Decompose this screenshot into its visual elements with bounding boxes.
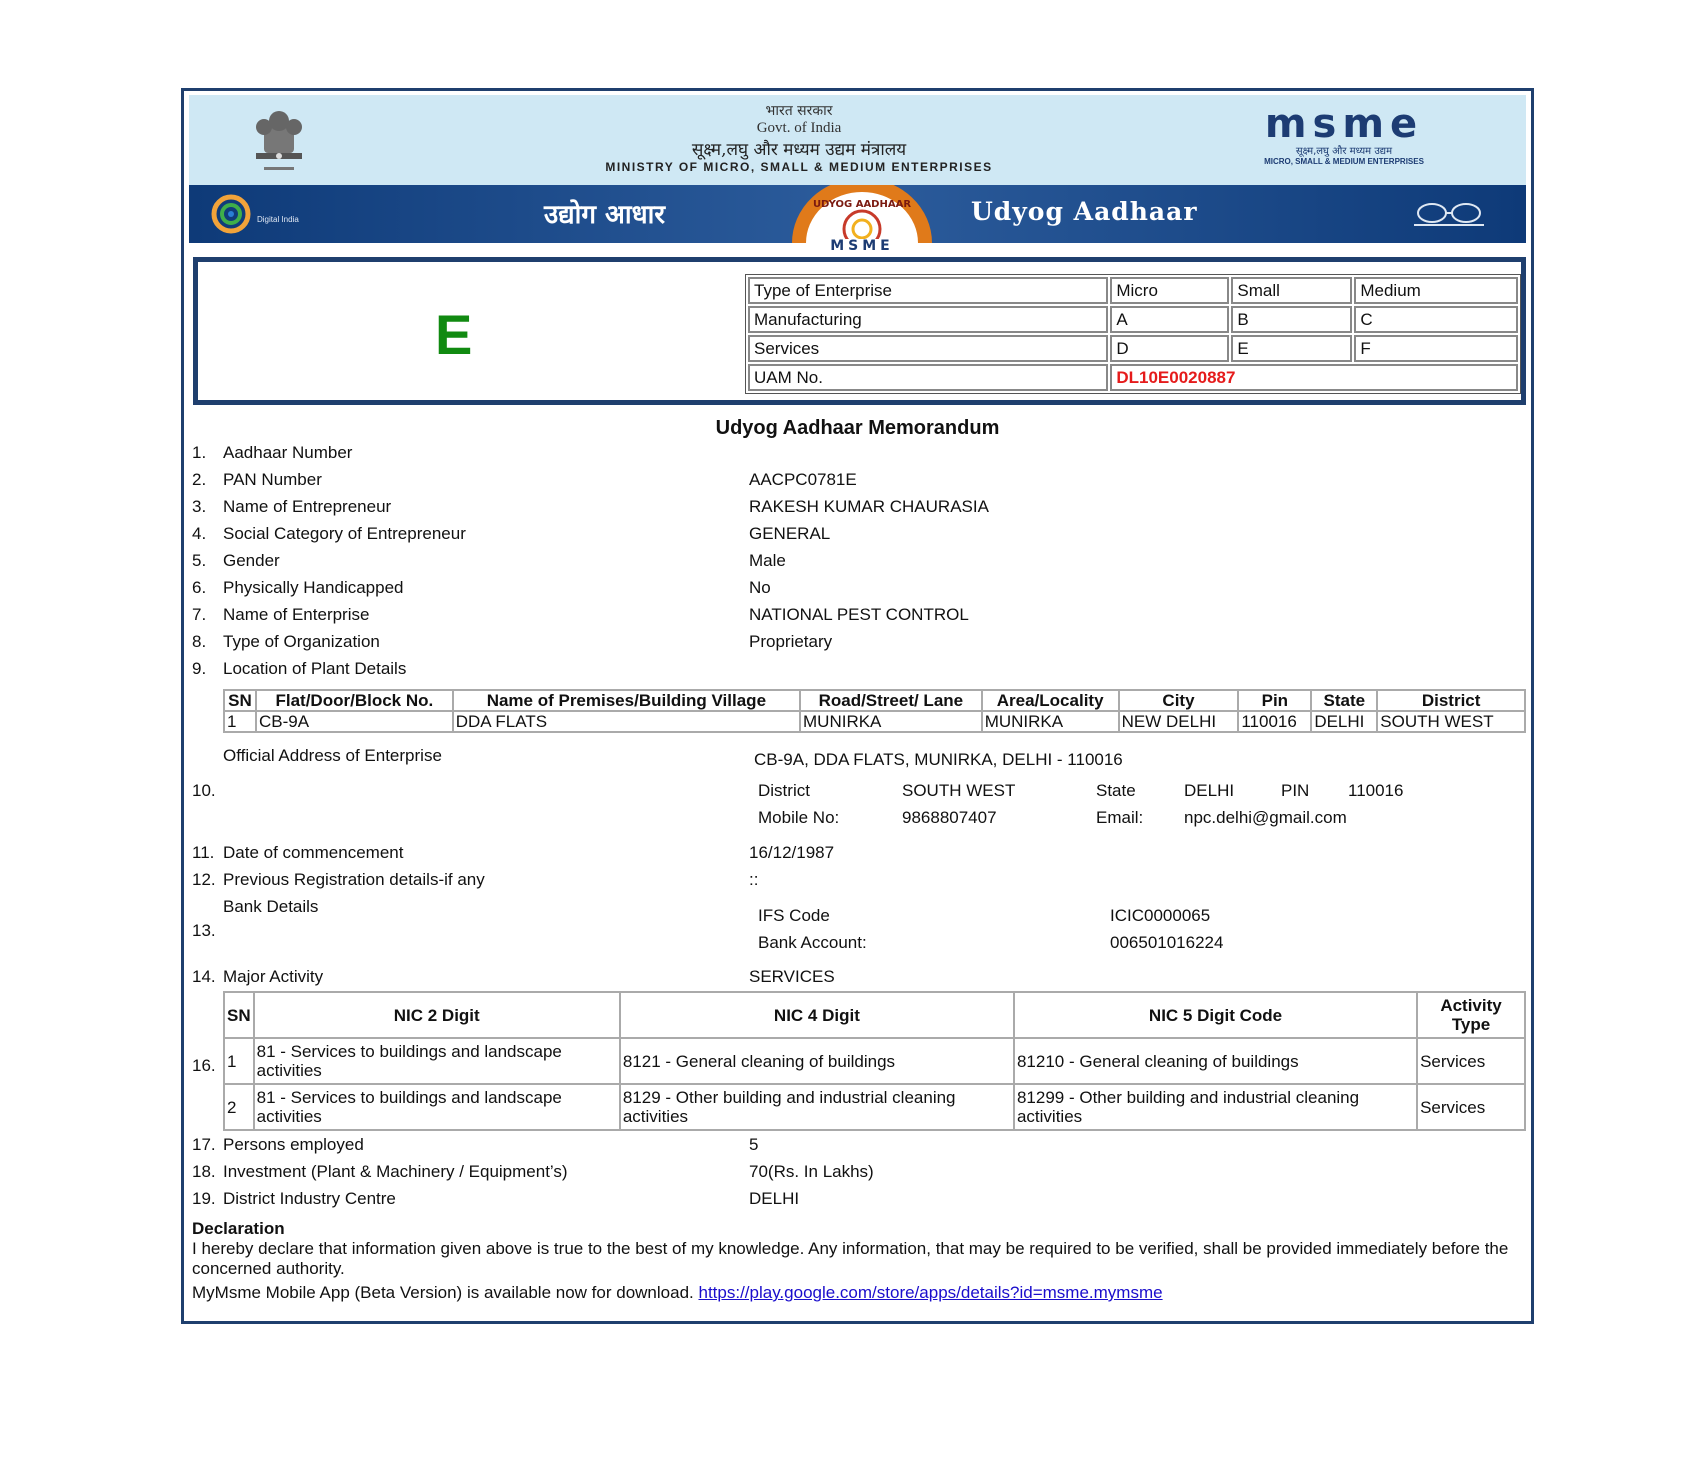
field-value: :: [749,870,759,889]
digital-india-logo-icon [209,193,349,235]
udyog-aadhaar-msme-badge-icon [787,185,937,251]
field-label: Persons employed [223,1135,364,1154]
column-header: City [1119,690,1239,711]
field-label: Name of Enterprise [223,605,370,624]
table-cell: CB-9A [256,711,453,732]
column-header: Flat/Door/Block No. [256,690,453,711]
field-number: 4. [192,524,207,543]
declaration-text: I hereby declare that information given above is true to the best of my knowledge. Any information, that may be required to be verified, shall be provided immediately before the concerned authority. [192,1239,1509,1278]
field-label: PAN Number [223,470,322,489]
svg-text:UDYOG AADHAAR: UDYOG AADHAAR [812,199,912,210]
table-cell: 81 - Services to buildings and landscape activities [254,1084,620,1130]
account-label: Bank Account: [758,933,867,952]
field-label: Type of Organization [223,632,380,651]
field-label: Previous Registration details-if any [223,870,485,889]
table-row [224,711,1525,732]
nic-activity-table [223,991,1526,1131]
field-value: Male [749,551,786,570]
play-store-link[interactable]: https://play.google.com/store/apps/details?id=msme.mymsme [698,1283,1163,1302]
column-header: Area/Locality [982,690,1119,711]
plant-location-table [223,689,1526,733]
pin-value: 110016 [1348,781,1404,800]
field-number: 10. [192,781,216,800]
enterprise-category-letter: E [435,303,473,366]
table-cell: B [1231,306,1352,333]
mobile-app-line [192,1283,1163,1303]
field-label: Gender [223,551,280,570]
district-value: SOUTH WEST [902,781,1016,800]
table-cell: 81210 - General cleaning of buildings [1014,1038,1417,1084]
column-header: State [1311,690,1377,711]
table-cell: 1 [224,1038,254,1084]
field-label: Aadhaar Number [223,443,353,462]
national-emblem-icon [234,105,324,181]
field-number: 9. [192,659,207,678]
field-label: District Industry Centre [223,1189,396,1208]
mobile-app-text: MyMsme Mobile App (Beta Version) is available now for download. [192,1283,694,1302]
table-cell: 8121 - General cleaning of buildings [620,1038,1014,1084]
table-cell: Services [1417,1084,1525,1130]
column-header: Pin [1238,690,1311,711]
field-number: 7. [192,605,207,624]
udyog-aadhaar-certificate [181,88,1534,1324]
table-header-row [224,690,1525,711]
field-value: NATIONAL PEST CONTROL [749,605,969,624]
state-label: State [1096,781,1136,800]
swachh-bharat-logo-icon [1394,197,1504,231]
field-value: GENERAL [749,524,831,543]
govt-hindi: भारत सरकार [765,103,833,119]
field-number: 8. [192,632,207,651]
enterprise-category-box [193,257,1526,405]
table-row [224,1038,1525,1084]
msme-logo-word: msme [1264,101,1424,147]
table-cell: 8129 - Other building and industrial cleaning activities [620,1084,1014,1130]
account-value: 006501016224 [1110,933,1224,952]
email-label: Email: [1096,808,1144,827]
table-cell: MUNIRKA [982,711,1119,732]
table-cell: DDA FLATS [453,711,800,732]
field-value: 70(Rs. In Lakhs) [749,1162,874,1181]
ministry-hindi: सूक्ष्म,लघु और मध्यम उद्यम मंत्रालय [691,140,907,160]
table-cell: C [1354,306,1518,333]
field-value: 5 [749,1135,759,1154]
field-label: Bank Details [223,897,319,916]
field-label: Location of Plant Details [223,659,407,678]
table-row [224,1084,1525,1130]
table-cell: F [1354,335,1518,362]
field-number: 16. [192,1056,216,1075]
email-value: npc.delhi@gmail.com [1184,808,1347,827]
table-cell: Services [1417,1038,1525,1084]
uam-label: UAM No. [748,364,1108,391]
udyog-aadhaar-banner [189,185,1526,251]
declaration-title: Declaration [192,1219,285,1238]
field-label: Physically Handicapped [223,578,404,597]
field-label: Investment (Plant & Machinery / Equipment’s) [223,1162,568,1181]
table-cell: 1 [224,711,256,732]
table-header-row [224,992,1525,1038]
table-cell: E [1231,335,1352,362]
table-cell: 110016 [1238,711,1311,732]
udyog-aadhaar-english: Udyog Aadhaar [971,197,1198,226]
table-cell: SOUTH WEST [1377,711,1525,732]
field-value: AACPC0781E [749,470,857,489]
field-value: 16/12/1987 [749,843,835,862]
uam-number: DL10E0020887 [1110,364,1518,391]
msme-logo-english: MICRO, SMALL & MEDIUM ENTERPRISES [1264,157,1424,166]
field-number: 3. [192,497,207,516]
table-cell: Micro [1110,277,1229,304]
table-cell: Type of Enterprise [748,277,1108,304]
table-cell: Medium [1354,277,1518,304]
enterprise-type-table [745,274,1521,394]
field-label: Date of commencement [223,843,404,862]
field-label: Social Category of Entrepreneur [223,524,466,543]
field-number: 11. [192,843,215,862]
table-cell: DELHI [1311,711,1377,732]
pin-label: PIN [1281,781,1310,800]
column-header: NIC 4 Digit [620,992,1014,1038]
ifs-value: ICIC0000065 [1110,906,1211,925]
field-value: SERVICES [749,967,835,986]
column-header: District [1377,690,1525,711]
table-cell: A [1110,306,1229,333]
udyog-aadhaar-hindi: उद्योग आधार [544,200,665,230]
digital-india-label: Digital India [257,215,299,224]
field-number: 19. [192,1189,216,1208]
ifs-label: IFS Code [758,906,830,925]
table-cell: NEW DELHI [1119,711,1239,732]
field-number: 6. [192,578,207,597]
state-value: DELHI [1184,781,1235,800]
field-number: 5. [192,551,207,570]
govt-english: Govt. of India [756,120,842,136]
field-value: RAKESH KUMAR CHAURASIA [749,497,989,516]
government-title [519,101,1079,174]
field-number: 17. [192,1135,216,1154]
field-label: Official Address of Enterprise [223,746,442,765]
field-label: Major Activity [223,967,324,986]
mobile-value: 9868807407 [902,808,997,827]
msme-logo [1219,101,1469,166]
field-number: 14. [192,967,216,986]
official-address-value: CB-9A, DDA FLATS, MUNIRKA, DELHI - 110016 [754,750,1123,769]
table-cell: 81299 - Other building and industrial cleaning activities [1014,1084,1417,1130]
table-cell: Small [1231,277,1352,304]
table-cell: 2 [224,1084,254,1130]
memorandum-title: Udyog Aadhaar Memorandum [715,417,1000,439]
field-number: 18. [192,1162,216,1181]
table-row [748,277,1518,304]
field-number: 13. [192,921,216,940]
table-cell: Manufacturing [748,306,1108,333]
table-cell: 81 - Services to buildings and landscape activities [254,1038,620,1084]
field-number: 1. [192,443,207,462]
mobile-label: Mobile No: [758,808,840,827]
column-header: Activity Type [1417,992,1525,1038]
table-row [748,335,1518,362]
field-value: Proprietary [749,632,833,651]
table-row [748,306,1518,333]
column-header: NIC 5 Digit Code [1014,992,1417,1038]
field-value: No [749,578,771,597]
field-value: DELHI [749,1189,800,1208]
field-label: Name of Entrepreneur [223,497,392,516]
column-header: Road/Street/ Lane [800,690,982,711]
column-header: SN [224,690,256,711]
field-number: 2. [192,470,207,489]
table-cell: D [1110,335,1229,362]
column-header: SN [224,992,254,1038]
svg-text:MSME: MSME [830,238,894,251]
msme-logo-hindi: सूक्ष्म,लघु और मध्यम उद्यम [1295,146,1393,157]
column-header: Name of Premises/Building Village [453,690,800,711]
ministry-english: MINISTRY OF MICRO, SMALL & MEDIUM ENTERPRISES [605,160,993,174]
field-number: 12. [192,870,216,889]
table-row [748,364,1518,391]
table-cell: Services [748,335,1108,362]
table-cell: MUNIRKA [800,711,982,732]
ministry-header [189,95,1526,185]
column-header: NIC 2 Digit [254,992,620,1038]
district-label: District [758,781,810,800]
